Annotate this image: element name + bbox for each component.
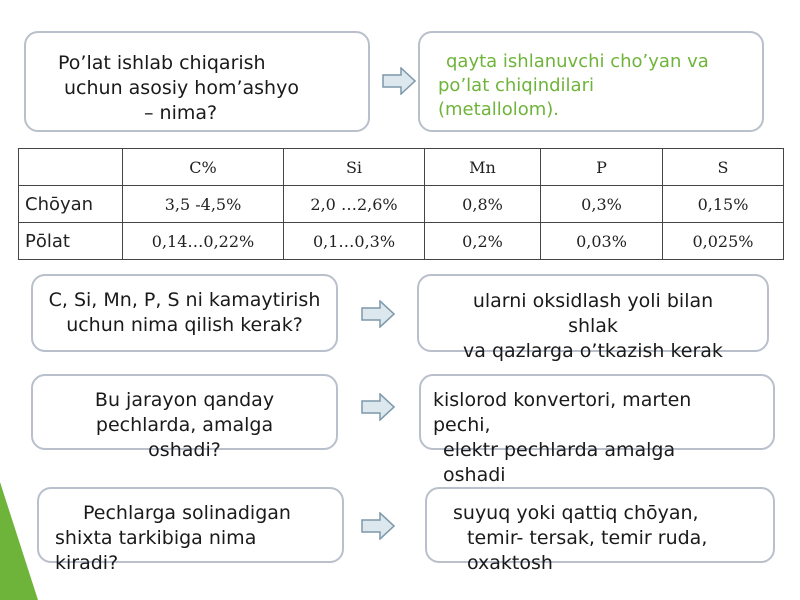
question-line: kiradi?	[55, 552, 119, 574]
answer-line: kislorod konvertori, marten	[433, 389, 692, 411]
answer-line: oshadi	[443, 464, 506, 486]
question-line: Pechlarga solinadigan	[83, 502, 291, 524]
question-line: uchun asosiy hom’ashyo	[64, 77, 299, 99]
answer-line: temir- tersak, temir ruda,	[467, 527, 708, 549]
answer-line: pechi,	[433, 414, 491, 436]
question-box-furnaces	[31, 374, 338, 461]
answer-box-charge	[425, 487, 775, 574]
answer-line: shlak	[568, 315, 618, 337]
table-header-cell: C%	[123, 149, 284, 186]
question-line: shixta tarkibiga nima	[55, 527, 257, 549]
question-line: Po’lat ishlab chiqarish	[58, 52, 266, 74]
table-cell: 0,03%	[541, 223, 663, 260]
composition-table	[18, 148, 784, 260]
right-arrow-icon	[361, 393, 395, 421]
table-row	[19, 223, 784, 260]
answer-line: va qazlarga o’tkazish kerak	[463, 340, 723, 362]
question-box-charge	[37, 487, 344, 574]
table-cell: 2,0 …2,6%	[284, 186, 425, 223]
question-line: C, Si, Mn, P, S ni kamaytirish	[48, 289, 321, 311]
question-box-reduce-elements	[31, 274, 338, 352]
table-cell: 0,8%	[425, 186, 541, 223]
table-cell: 0,1…0,3%	[284, 223, 425, 260]
question-line: oshadi?	[148, 439, 221, 461]
table-header-cell: Si	[284, 149, 425, 186]
decorative-green-corner	[0, 482, 38, 600]
answer-line: oxaktosh	[467, 552, 553, 574]
table-header-cell	[19, 149, 123, 186]
table-header-cell: Mn	[425, 149, 541, 186]
answer-box-reduce-elements	[417, 274, 769, 362]
table-row-label: Pōlat	[19, 223, 123, 260]
table-row	[19, 186, 784, 223]
answer-line: elektr pechlarda amalga	[443, 439, 676, 461]
answer-line: ularni oksidlash yoli bilan	[472, 290, 714, 312]
right-arrow-icon	[361, 512, 395, 540]
question-box-raw-material	[24, 31, 370, 132]
answer-line: po’lat chiqindilari	[438, 75, 594, 96]
question-line: pechlarda, amalga	[95, 414, 274, 436]
question-line: uchun nima qilish kerak?	[66, 314, 303, 336]
table-row-label: Chōyan	[19, 186, 123, 223]
answer-box-raw-material	[418, 31, 764, 132]
table-cell: 0,14…0,22%	[123, 223, 284, 260]
table-header-cell: P	[541, 149, 663, 186]
table-cell: 0,025%	[663, 223, 784, 260]
answer-line: qayta ishlanuvchi cho’yan va	[446, 51, 709, 72]
right-arrow-icon	[382, 67, 416, 95]
answer-box-furnaces	[419, 374, 775, 486]
table-cell: 0,15%	[663, 186, 784, 223]
question-line: Bu jarayon qanday	[94, 389, 275, 411]
answer-line: suyuq yoki qattiq chōyan,	[453, 502, 699, 524]
question-line: – nima?	[144, 102, 218, 124]
table-cell: 3,5 -4,5%	[123, 186, 284, 223]
table-cell: 0,2%	[425, 223, 541, 260]
table-header-row	[19, 149, 784, 186]
right-arrow-icon	[361, 300, 395, 328]
table-cell: 0,3%	[541, 186, 663, 223]
table-header-cell: S	[663, 149, 784, 186]
answer-line: (metallolom).	[438, 99, 560, 120]
